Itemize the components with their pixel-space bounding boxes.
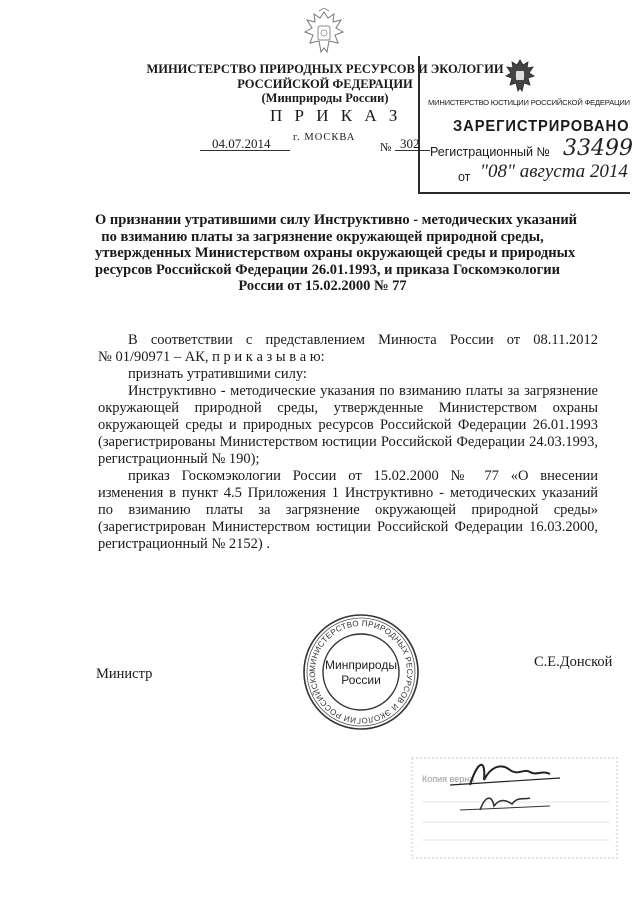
body-line: регистрационный № 190); — [98, 451, 260, 467]
stamp-reg-label: Регистрационный № — [430, 145, 550, 159]
title-line: по взиманию платы за загрязнение окружающей природной среды, — [101, 228, 544, 245]
body-line: окружающей среды и природных ресурсов Российской Федерации 26.01.1993 — [98, 417, 598, 433]
order-date: 04.07.2014 — [212, 136, 271, 151]
title-line: утвержденных Министерством охраны окружающей среды и природных — [95, 245, 576, 261]
stamp-status: ЗАРЕГИСТРИРОВАНО — [453, 118, 630, 135]
title-line: ресурсов Российской Федерации 26.01.1993, и приказа Госкомэкологии — [95, 261, 560, 278]
document-title — [95, 212, 578, 295]
ministry-name-line1: МИНИСТЕРСТВО ПРИРОДНЫХ РЕСУРСОВ И ЭКОЛОГИИ — [146, 62, 504, 76]
stamp-ministry: МИНИСТЕРСТВО ЮСТИЦИИ РОССИЙСКОЙ ФЕДЕРАЦИИ — [428, 98, 630, 107]
state-emblem-icon — [301, 8, 347, 60]
body-line: по взиманию платы за загрязнение окружающей природной среды» — [98, 502, 598, 518]
paragraph-item-2 — [98, 468, 598, 553]
doc-type-title: П Р И К А З — [270, 106, 402, 125]
body-line: признать утратившими силу: — [128, 366, 307, 382]
stamp-emblem-icon — [503, 58, 537, 96]
body-line: окружающей природной среды, утвержденные Министерством охраны — [98, 400, 598, 416]
paragraph-preamble — [98, 332, 598, 383]
ministry-name-line2: РОССИЙСКОЙ ФЕДЕРАЦИИ — [237, 76, 413, 91]
title-line: О признании утратившими силу Инструктивно - методических указаний — [95, 212, 578, 228]
copy-certification-stamp — [400, 740, 622, 862]
body-line: № 01/90971 – АК, п р и к а з ы в а ю: — [98, 349, 325, 365]
city-label: г. МОСКВА — [293, 132, 356, 143]
signatory-name: С.Е.Донской — [534, 654, 613, 670]
ministry-short-name: (Минприроды России) — [261, 91, 389, 105]
order-number: 302 — [400, 136, 420, 151]
title-line: России от 15.02.2000 № 77 — [238, 278, 407, 294]
body-line: приказ Госкомэкологии России от 15.02.2000 № 77 «О внесении — [128, 468, 598, 484]
stamp-reg-number: 33499 — [563, 136, 633, 161]
copy-stamp-label: Копия верна — [422, 774, 475, 784]
stamp-date-value: "08" августа 2014 — [480, 161, 628, 182]
seal-center-line1: Минприроды — [325, 658, 397, 672]
number-sign: № — [380, 140, 392, 154]
seal-ring-text: МИНИСТЕРСТВО ПРИРОДНЫХ РЕСУРСОВ И ЭКОЛОГИИ РОССИЙСКО — [307, 618, 415, 726]
stamp-date-label: от — [458, 170, 471, 184]
paragraph-item-1 — [98, 383, 598, 468]
date-underline — [200, 150, 290, 151]
signatory-position: Министр — [96, 666, 153, 682]
body-line: Инструктивно - методические указания по взиманию платы за загрязнение — [128, 383, 598, 399]
official-round-seal — [301, 612, 421, 732]
body-line: (зарегистрирован Министерством юстиции Российской Федерации 16.03.2000, — [98, 519, 598, 535]
body-line: регистрационный № 2152) . — [98, 536, 270, 552]
body-line: изменения в пункт 4.5 Приложения 1 Инструктивно - методических указаний — [98, 485, 598, 501]
body-line: (зарегистрированы Министерством юстиции Российской Федерации 24.03.1993, — [98, 434, 598, 450]
seal-center-line2: России — [341, 673, 381, 687]
body-line: В соответствии с представлением Минюста России от 08.11.2012 — [128, 332, 598, 348]
